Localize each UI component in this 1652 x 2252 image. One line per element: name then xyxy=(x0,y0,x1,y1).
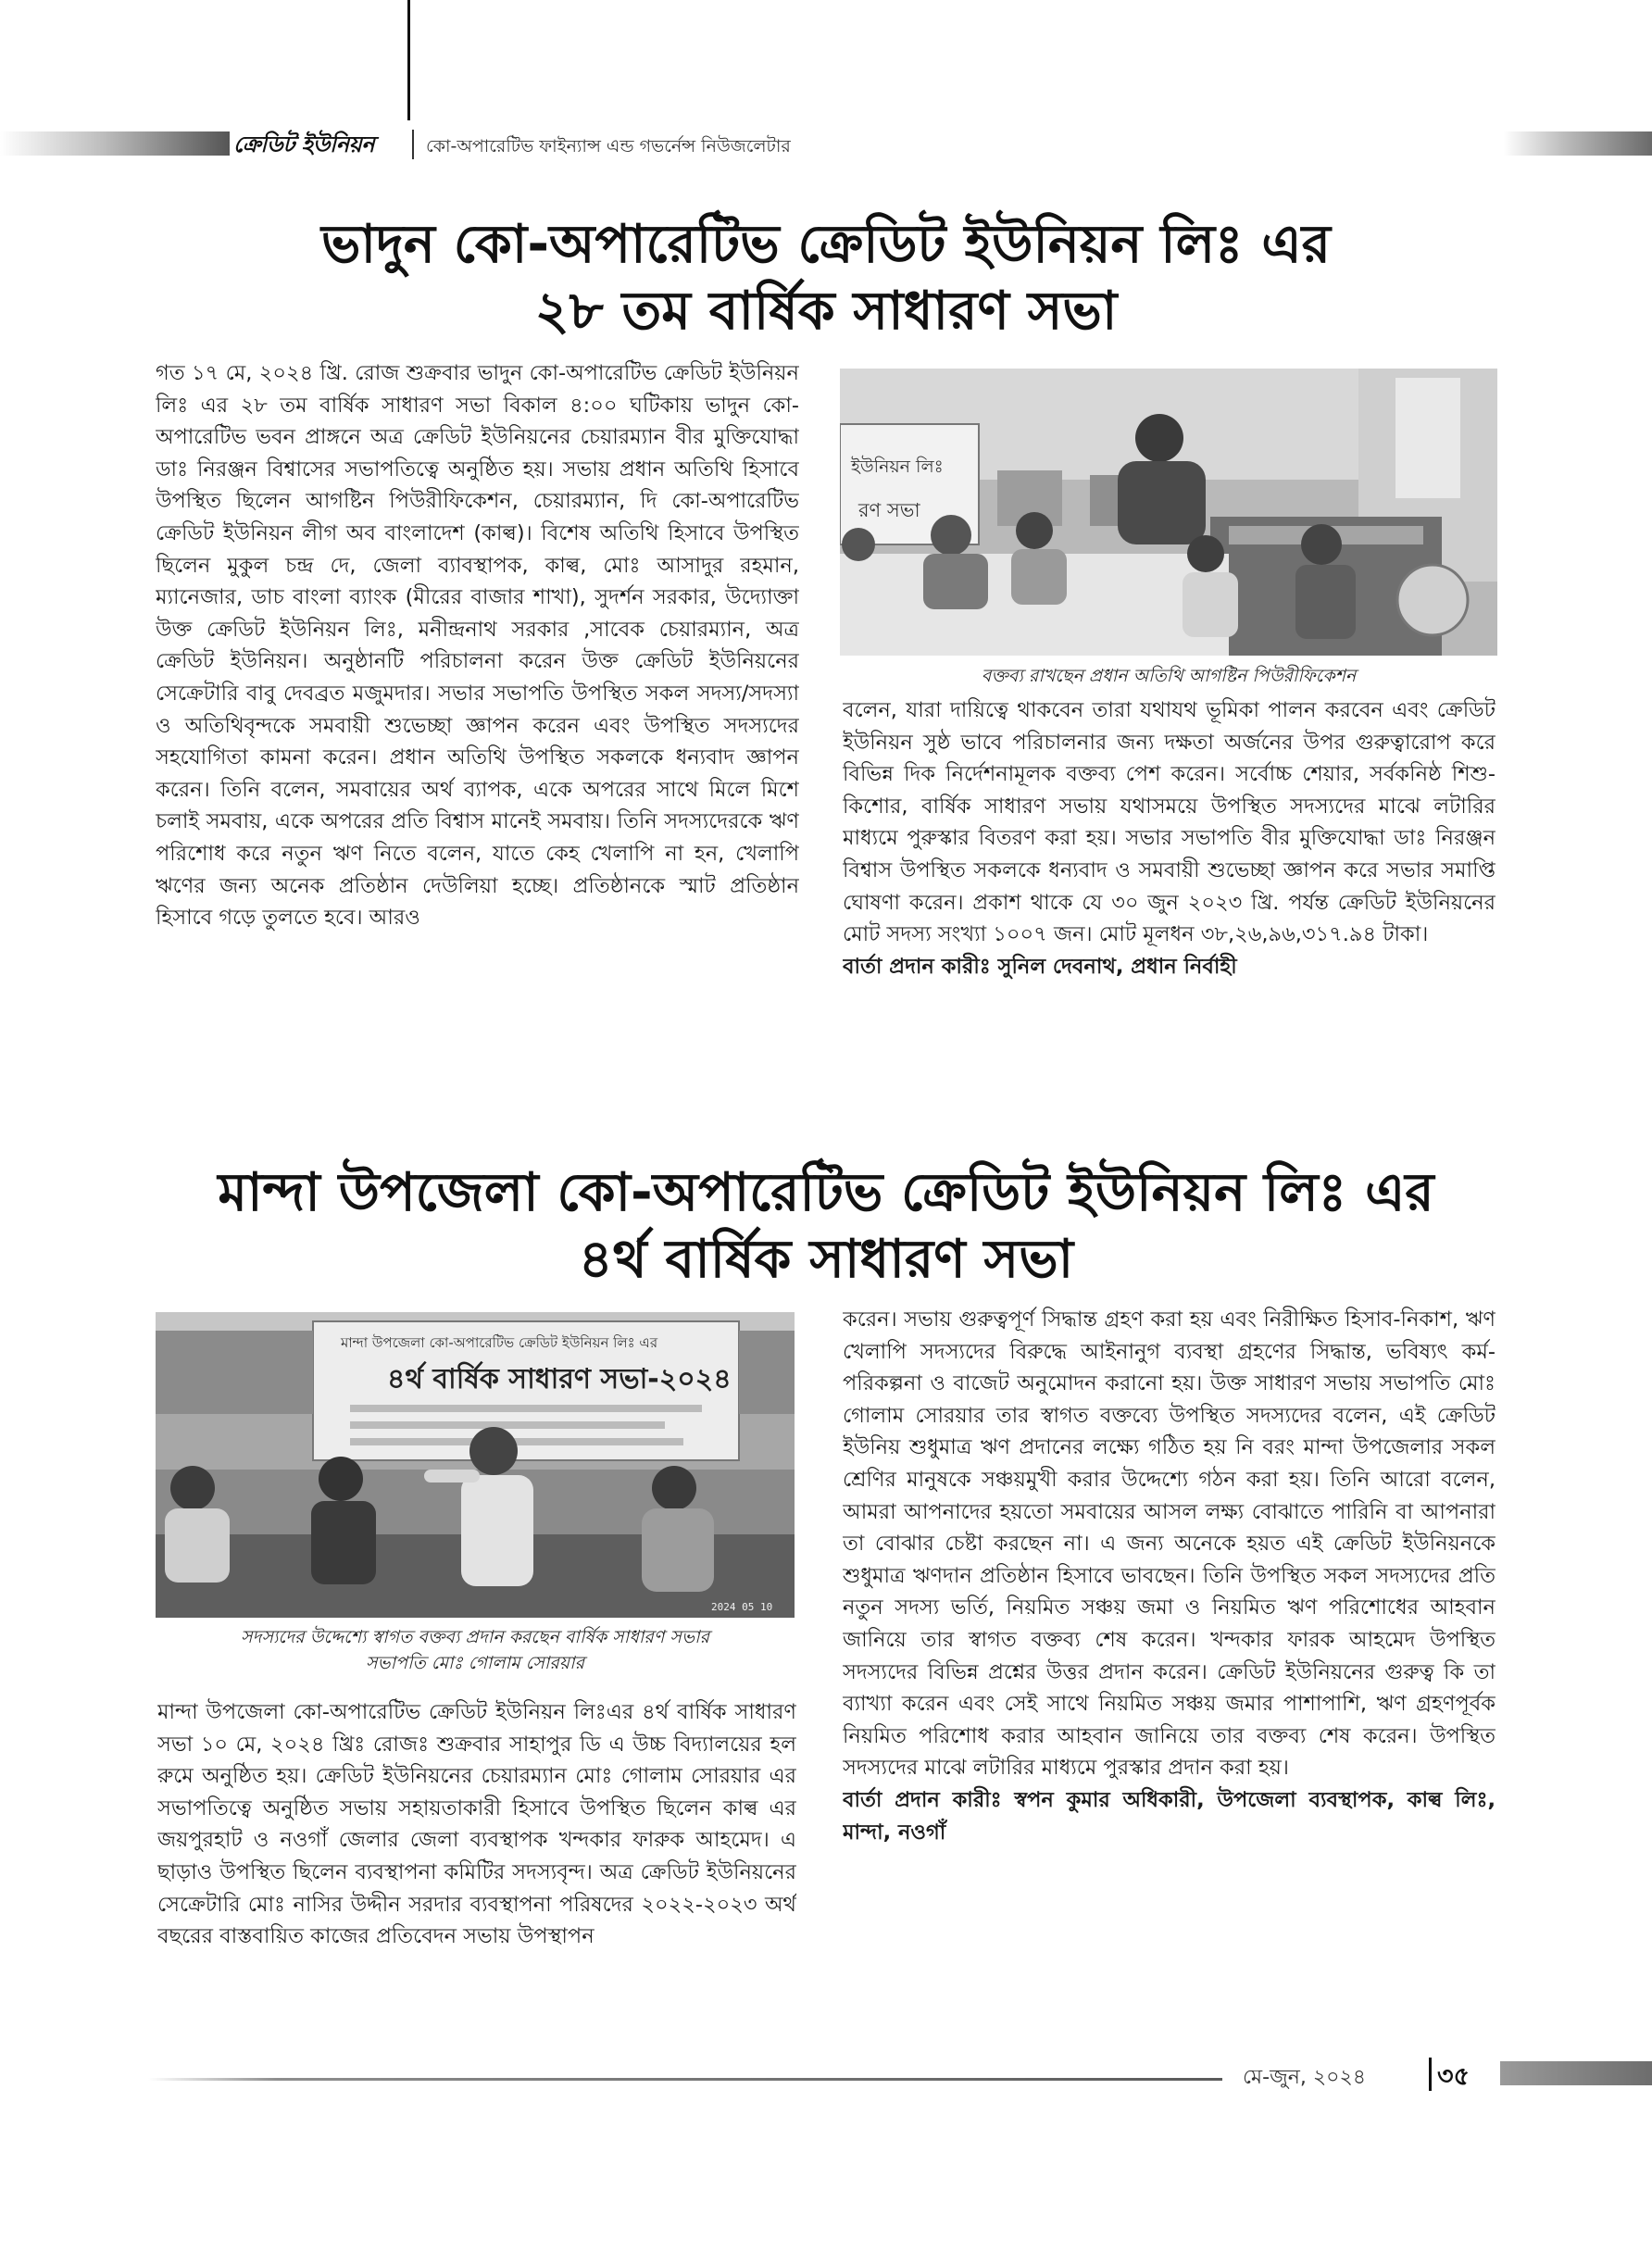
footer-gradient-bar xyxy=(1500,2061,1652,2085)
article2-photo xyxy=(156,1312,795,1618)
photo-banner-line1: মান্দা উপজেলা কো-অপারেটিভ ক্রেডিট ইউনিয়ন লিঃ এর xyxy=(341,1334,658,1351)
article1-left-column xyxy=(156,357,799,1075)
article1-photo-caption: বক্তব্য রাখছেন প্রধান অতিথি আগষ্টিন পিউরীফিকেশন xyxy=(981,666,1357,686)
article1-left-text: গত ১৭ মে, ২০২৪ খ্রি. রোজ শুক্রবার ভাদুন কো-অপারেটিভ ক্রেডিট ইউনিয়ন লিঃ এর ২৮ তম বার্ষিক সাধারণ সভা বিকাল ৪:০০ ঘটিকায় ভাদুন কো-অপারেটিভ ভবন প্রাঙ্গনে অত্র ক্রেডিট ইউনিয়নের চেয়ারম্যান বীর মুক্তিযোদ্ধা ডাঃ নিরঞ্জন বিশ্বাসের সভাপতিত্বে অনুষ্ঠিত হয়। সভায় প্রধান অতিথি হিসাবে উপস্থিত ছিলেন আগষ্টিন পিউরীফিকেশন, চেয়ারম্যান, দি কো-অপারেটিভ ক্রেডিট ইউনিয়ন লীগ অব বাংলাদেশ (কাল্ব)। বিশেষ অতিথি হিসাবে উপস্থিত ছিলেন মুকুল চন্দ্র দে, জেলা ব্যাবস্থাপক, কাল্ব, মোঃ আসাদুর রহমান, ম্যানেজার, ডাচ বাংলা ব্যাংক (মীরের বাজার শাখা), সুদর্শন সরকার, উদ্যোক্তা উক্ত ক্রেডিট ইউনিয়ন লিঃ, মনীন্দ্রনাথ সরকার ,সাবেক চেয়ারম্যান, অত্র ক্রেডিট ইউনিয়ন। অনুষ্ঠানটি পরিচালনা করেন উক্ত ক্রেডিট ইউনিয়নের সেক্রেটারি বাবু দেবব্রত মজুমদার। সভার সভাপতি উপস্থিত সকল সদস্য/সদস্যা ও অতিথিবৃন্দকে সমবায়ী শুভেচ্ছা জ্ঞাপন করেন এবং উপস্থিত সদস্যদের সহযোগিতা কামনা করেন। প্রধান অতিথি উপস্থিত সকলকে ধন্যবাদ জ্ঞাপন করেন। তিনি বলেন, সমবায়ের অর্থ ব্যাপক, একে অপরের সাথে মিলে মিশে চলাই সমবায়, একে অপরের প্রতি বিশ্বাস মানেই সমবায়। তিনি সদস্যদেরকে ঋণ পরিশোধ করে নতুন ঋণ নিতে বলেন, যাতে কেহ খেলাপি না হন, খেলাপি ঋণের জন্য অনেক প্রতিষ্ঠান দেউলিয়া হচ্ছে। প্রতিষ্ঠানকে স্মাট প্রতিষ্ঠান হিসাবে গড়ে তুলতে হবে। আরও xyxy=(156,361,799,931)
article1-right-text: বলেন, যারা দায়িত্বে থাকবেন তারা যথাযথ ভূমিকা পালন করবেন এবং ক্রেডিট ইউনিয়ন সুষ্ঠ ভাবে পরিচালনার জন্য দক্ষতা অর্জনের উপর গুরুত্বারোপ করে বিভিন্ন দিক নির্দেশনামূলক বক্তব্য পেশ করেন। সর্বোচ্চ শেয়ার, সর্বকনিষ্ঠ শিশু-কিশোর, বার্ষিক সাধারণ সভায় যথাসময়ে উপস্থিত সদস্যদের মাঝে লটারির মাধ্যমে পুরুস্কার বিতরণ করা হয়। সভার সভাপতি বীর মুক্তিযোদ্ধা ডাঃ নিরঞ্জন বিশ্বাস উপস্থিত সকলকে ধন্যবাদ ও সমবায়ী শুভেচ্ছা জ্ঞাপন করে সভার সমাপ্তি ঘোষণা করেন। প্রকাশ থাকে যে ৩০ জুন ২০২৩ খ্রি. পর্যন্ত ক্রেডিট ইউনিয়নের মোট সদস্য সংখ্যা ১০০৭ জন। মোট মূলধন ৩৮,২৬,৯৬,৩১৭.৯৪ টাকা। xyxy=(843,698,1496,947)
photo-banner-line2: ৪র্থ বার্ষিক সাধারণ সভা-২০২৪ xyxy=(387,1363,732,1395)
photo-timestamp: 2024 05 10 xyxy=(711,1601,773,1613)
article1-photo-illustration xyxy=(840,369,1497,656)
article2-photo-caption xyxy=(156,1624,795,1676)
photo-banner-text-2: রণ সভা xyxy=(858,499,920,521)
page-number: ৩৫ xyxy=(1437,2062,1471,2091)
article2-right-column xyxy=(843,1304,1496,1989)
article2-headline-line2: ৪র্থ বার্ষিক সাধারণ সভা xyxy=(578,1229,1074,1290)
article2-photo-caption-line1: সদস্যদের উদ্দেশ্যে স্বাগত বক্তব্য প্রদান করছেন বার্ষিক সাধারণ সভার xyxy=(240,1627,710,1647)
footer-rule xyxy=(148,2078,1222,2081)
newsletter-title: কো-অপারেটিভ ফাইন্যান্স এন্ড গভর্নেন্স নিউজলেটার xyxy=(426,136,791,156)
footer-date: মে-জুন, ২০২৪ xyxy=(1243,2066,1367,2089)
article2-left-column xyxy=(157,1696,796,1983)
article2-right-text: করেন। সভায় গুরুত্বপূর্ণ সিদ্ধান্ত গ্রহণ করা হয় এবং নিরীক্ষিত হিসাব-নিকাশ, ঋণ খেলাপি সদস্যদের বিরুদ্ধে আইনানুগ ব্যবস্থা গ্রহণের সিদ্ধান্ত, ভবিষ্যৎ কর্ম-পরিকল্পনা ও বাজেট অনুমোদন করানো হয়। উক্ত সাধারণ সভায় সভাপতি মোঃ গোলাম সোরয়ার তার স্বাগত বক্তব্যে উপস্থিত সদস্যদের বলেন, এই ক্রেডিট ইউনিয় শুধুমাত্র ঋণ প্রদানের লক্ষ্যে গঠিত হয় নি বরং মান্দা উপজেলার সকল শ্রেণির মানুষকে সঞ্চয়মুখী করার উদ্দেশ্যে গঠন করা হয়। তিনি আরো বলেন, আমরা আপনাদের হয়তো সমবায়ের আসল লক্ষ্য বোঝাতে পারিনি বা আপনারা তা বোঝার চেষ্টা করছেন না। এ জন্য অনেকে হয়ত এই ক্রেডিট ইউনিয়নকে শুধুমাত্র ঋণদান প্রতিষ্ঠান হিসাবে ভাবছেন। তিনি উপস্থিত সকল সদস্যদের প্রতি নতুন সদস্য ভর্তি, নিয়মিত সঞ্চয় জমা ও নিয়মিত ঋণ পরিশোধের আহবান জানিয়ে তার স্বাগত বক্তব্য শেষ করেন। খন্দকার ফারক আহমেদ উপস্থিত সদস্যদের বিভিন্ন প্রশ্নের উত্তর প্রদান করেন। ক্রেডিট ইউনিয়নের গুরুত্ব কি তা ব্যাখ্যা করেন এবং সেই সাথে নিয়মিত সঞ্চয় জমার পাশাপাশি, ঋণ গ্রহণপূর্বক নিয়মিত পরিশোধ করার আহবান জানিয়ে তার বক্তব্য শেষ করেন। উপস্থিত সদস্যদের মাঝে লটারির মাধ্যমে পুরস্কার প্রদান করা হয়। xyxy=(843,1307,1496,1781)
article2-photo-caption-line2: সভাপতি মোঃ গোলাম সোরয়ার xyxy=(365,1653,585,1673)
article1-headline-line1: ভাদুন কো-অপারেটিভ ক্রেডিট ইউনিয়ন লিঃ এর xyxy=(320,214,1332,275)
article1-credit: বার্তা প্রদান কারীঃ সুনিল দেবনাথ, প্রধান নির্বাহী xyxy=(843,954,1237,979)
newsletter-logo: ক্রেডিট ইউনিয়ন xyxy=(233,131,375,157)
header-gradient-bar-left xyxy=(0,131,230,156)
article1-headline-line2: ২৮ তম বার্ষিক সাধারণ সভা xyxy=(534,281,1118,342)
photo-banner-text: ইউনিয়ন লিঃ xyxy=(851,457,944,477)
header-separator xyxy=(412,130,414,159)
footer-separator xyxy=(1429,2058,1432,2091)
article2-headline-line1: মান্দা উপজেলা কো-অপারেটিভ ক্রেডিট ইউনিয়ন লিঃ এর xyxy=(218,1162,1434,1223)
header-gradient-bar-right xyxy=(1504,131,1652,156)
article2-headline xyxy=(0,1159,1652,1293)
article2-left-text: মান্দা উপজেলা কো-অপারেটিভ ক্রেডিট ইউনিয়ন লিঃএর ৪র্থ বার্ষিক সাধারণ সভা ১০ মে, ২০২৪ খ্রিঃ রোজঃ শুক্রবার সাহাপুর ডি এ উচ্চ বিদ্যালয়ের হল রুমে অনুষ্ঠিত হয়। ক্রেডিট ইউনিয়নের চেয়ারম্যান মোঃ গোলাম সোরয়ার এর সভাপতিত্বে অনুষ্ঠিত সভায় সহায়তাকারী হিসাবে উপস্থিত ছিলেন কাল্ব এর জয়পুরহাট ও নওগাঁ জেলার জেলা ব্যবস্থাপক খন্দকার ফারুক আহমেদ। এ ছাড়াও উপস্থিত ছিলেন ব্যবস্থাপনা কমিটির সদস্যবৃন্দ। অত্র ক্রেডিট ইউনিয়নের সেক্রেটারি মোঃ নাসির উদ্দীন সরদার ব্যবস্থাপনা পরিষদের ২০২২-২০২৩ অর্থ বছরের বাস্তবায়িত কাজের প্রতিবেদন সভায় উপস্থাপন xyxy=(157,1700,796,1949)
article1-headline xyxy=(0,211,1652,344)
header-vertical-rule xyxy=(407,0,410,120)
article1-photo xyxy=(840,369,1497,656)
article1-right-column xyxy=(843,694,1496,1065)
article2-photo-illustration xyxy=(156,1312,795,1618)
article2-credit: বার্তা প্রদান কারীঃ স্বপন কুমার অধিকারী, উপজেলা ব্যবস্থাপক, কাল্ব লিঃ, মান্দা, নওগাঁ xyxy=(843,1787,1496,1845)
